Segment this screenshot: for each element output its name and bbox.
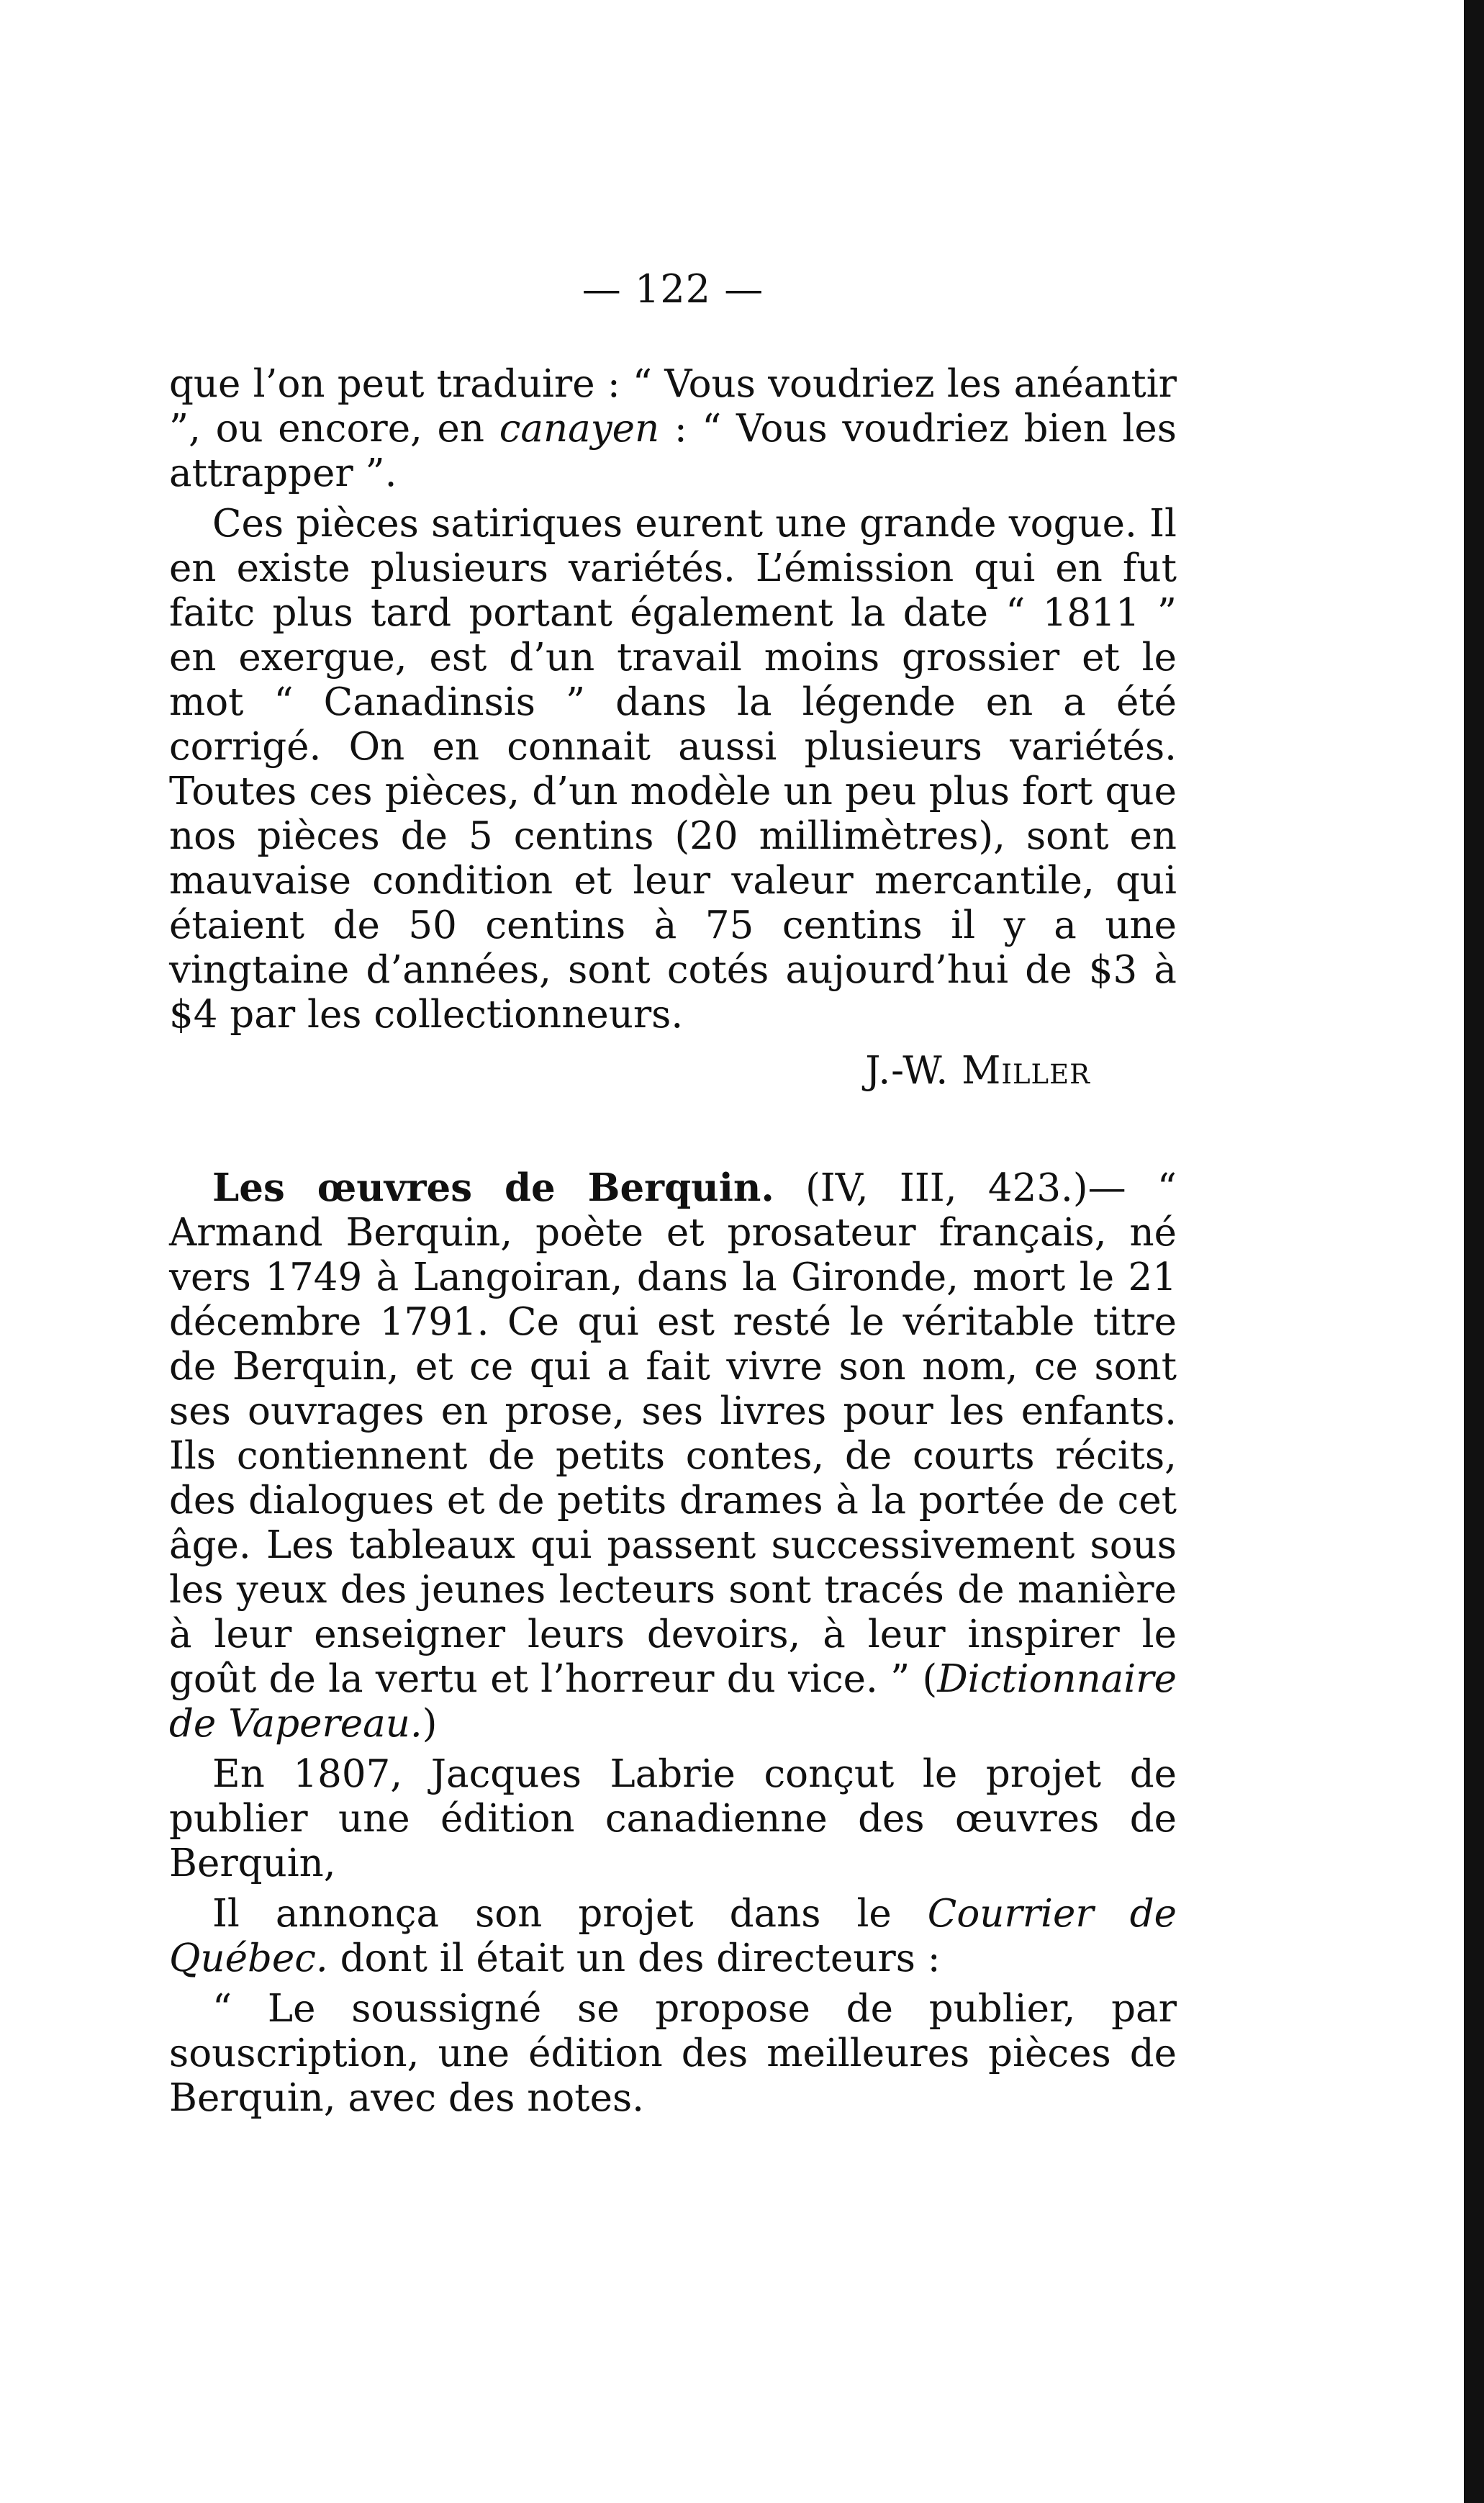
author-signature: J.-W. Miller xyxy=(865,1049,1090,1093)
text-run: dont il était un des directeurs : xyxy=(327,1936,941,1980)
text-run: que l’on peut traduire : “ Vous voudriez les anéantir ”, ou encore, en xyxy=(169,362,1177,451)
scan-edge-bar xyxy=(1464,0,1484,2503)
text-run: Il annonça son projet dans le xyxy=(212,1892,928,1936)
paragraph-translation xyxy=(169,362,1177,496)
text-run: : “ Vous voudriez bien les attrapper ”. xyxy=(169,407,1177,495)
paragraph-announcement xyxy=(169,1892,1177,1981)
paragraph-quote: “ Le soussigné se propose de publier, par souscription, une édition des meilleures pièces de Berquin, avec des notes. xyxy=(169,1987,1177,2120)
article-separator xyxy=(169,1093,1177,1165)
text-run: ) xyxy=(422,1702,438,1746)
text-run: (IV, III, 423.)— “ Armand Berquin, poète et prosateur français, né vers 1749 à Langoiran, dans la Gironde, mort le 21 décembre 1791. Ce qui est resté le véritable titre de Berquin, et ce qui a fait vivre son nom, ce sont ses ouvrages en prose, ses livres pour les enfants. Ils contiennent de petits contes, de courts récits, des dialogues et de petits drames à la portée de cet âge. Les tableaux qui passent successivement sous les yeux des jeunes lecteurs sont tracés de manière à leur enseigner leurs devoirs, à leur inspirer le goût de la vertu et l’horreur du vice. ” ( xyxy=(169,1166,1177,1701)
document-page xyxy=(169,266,1177,2121)
paragraph-berquin-intro xyxy=(169,1165,1177,1746)
italic-newspaper: Courrier de Québec. xyxy=(169,1892,1177,1980)
page-number: — 122 — xyxy=(582,266,764,312)
paragraph-labrie-project: En 1807, Jacques Labrie conçut le projet de publier une édition canadienne des œuvres de Berquin, xyxy=(169,1752,1177,1885)
italic-citation: Dictionnaire de Vapereau. xyxy=(169,1657,1177,1746)
paragraph-coins: Ces pièces satiriques eurent une grande vogue. Il en existe plusieurs variétés. L’émission qui en fut faitc plus tard portant également la date “ 1811 ” en exergue, est d’un travail moins grossier et le mot “ Canadinsis ” dans la légende en a été corrigé. On en connait aussi plusieurs variétés. Toutes ces pièces, d’un modèle un peu plus fort que nos pièces de 5 centins (20 millimètres), sont en mauvaise condition et leur valeur mercantile, qui étaient de 50 centins à 75 centins il y a une vingtaine d’années, sont cotés aujourd’hui de $3 à $4 par les collectionneurs. xyxy=(169,502,1177,1037)
italic-term: canayen xyxy=(499,407,660,451)
article-heading: Les œuvres de Berquin. xyxy=(212,1165,774,1210)
